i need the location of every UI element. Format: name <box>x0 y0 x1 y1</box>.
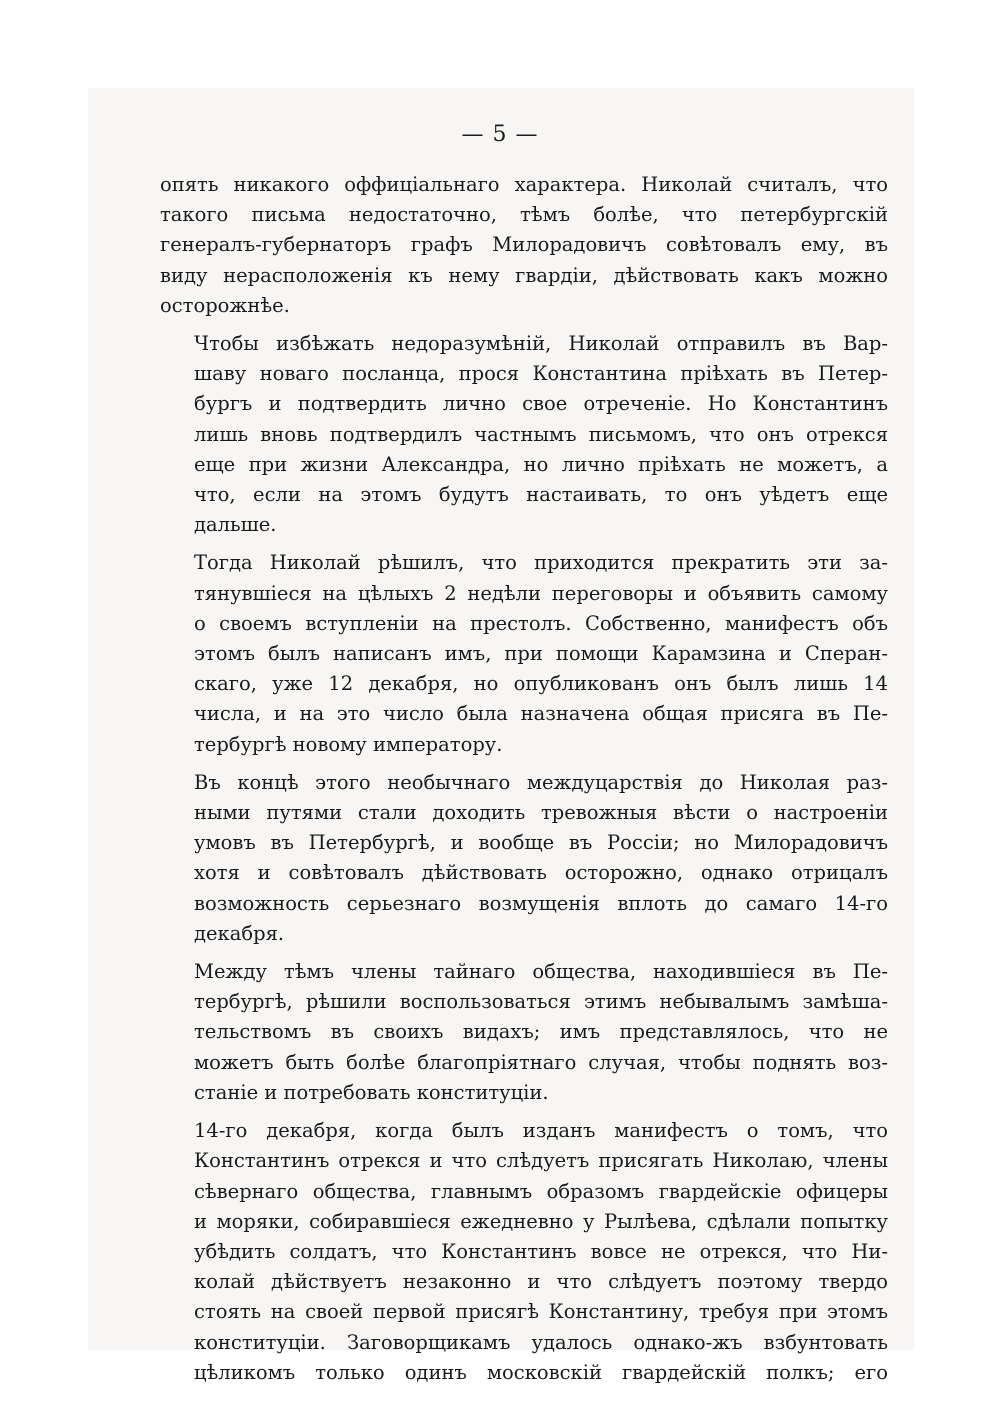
text-line: Между тѣмъ члены тайнаго общества, находившіеся въ Пе- <box>194 960 888 984</box>
text-line: опять никакого оффиціальнаго характера. Николай считалъ, что <box>160 173 888 196</box>
text-line: что, если на этомъ будутъ настаивать, то онъ уѣдетъ еще <box>194 483 888 507</box>
text-line: тербургѣ, рѣшили воспользоваться этимъ небывалымъ замѣша- <box>194 990 888 1014</box>
text-line: тербургѣ новому императору. <box>194 732 503 756</box>
text-line: умовъ въ Петербургѣ, и вообще въ Россіи; но Милорадовичъ <box>194 831 888 855</box>
text-line: дальше. <box>194 513 277 537</box>
paragraph-6 <box>160 1116 888 1388</box>
text-line: и моряки, собиравшіеся ежедневно у Рылѣева, сдѣлали попытку <box>194 1209 888 1233</box>
text-line: сѣвернаго общества, главнымъ образомъ гвардейскіе офицеры <box>194 1179 888 1203</box>
text-line: тянувшіеся на цѣлыхъ 2 недѣли переговоры и объявить самому <box>194 581 888 605</box>
text-line: виду нерасположенія къ нему гвардіи, дѣйствовать какъ можно <box>160 263 888 287</box>
text-line: тельствомъ въ своихъ видахъ; имъ представлялось, что не <box>194 1020 888 1044</box>
text-line: еще при жизни Александра, но лично пріѣхать не можетъ, а <box>194 452 888 476</box>
text-line: скаго, уже 12 декабря, но опубликованъ онъ былъ лишь 14 <box>194 672 888 696</box>
text-line: о своемъ вступленіи на престолъ. Собственно, манифестъ объ <box>194 611 888 635</box>
text-line: Въ концѣ этого необычнаго междуцарствія до Николая раз- <box>194 770 888 794</box>
page-number: — 5 — <box>461 122 539 147</box>
text-line: этомъ былъ написанъ имъ, при помощи Карамзина и Сперан- <box>194 642 888 666</box>
text-line: Константинъ отрекся и что слѣдуетъ присягать Николаю, члены <box>194 1149 888 1173</box>
text-line: генералъ-губернаторъ графъ Милорадовичъ совѣтовалъ ему, въ <box>160 233 888 257</box>
text-line: Чтобы избѣжать недоразумѣній, Николай отправилъ въ Вар- <box>194 332 888 356</box>
text-line: конституціи. Заговорщикамъ удалось однако-жъ взбунтовать <box>194 1330 888 1354</box>
text-line: такого письма недостаточно, тѣмъ болѣе, что петербургскій <box>160 203 888 227</box>
text-line: убѣдить солдатъ, что Константинъ вовсе не отрекся, что Ни- <box>194 1239 888 1263</box>
text-line: Тогда Николай рѣшилъ, что приходится прекратить эти за- <box>194 551 888 575</box>
text-line: ными путями стали доходить тревожныя вѣсти о настроеніи <box>194 801 888 825</box>
text-line: хотя и совѣтовалъ дѣйствовать осторожно, однако отрицалъ <box>194 861 888 885</box>
text-line: возможность серьезнаго возмущенія вплоть до самаго 14-го <box>194 891 888 915</box>
text-line: осторожнѣе. <box>160 293 290 317</box>
text-line: можетъ быть болѣе благопріятнаго случая, чтобы поднять воз- <box>194 1050 888 1074</box>
paragraph-5 <box>160 957 888 1108</box>
body-text <box>160 170 888 1396</box>
text-line: стоять на своей первой присягѣ Константину, требуя при этомъ <box>194 1300 888 1324</box>
text-line: числа, и на это число была назначена общая присяга въ Пе- <box>194 702 888 726</box>
text-line: цѣликомъ только одинъ московскій гвардейскій полкъ; его <box>194 1360 888 1384</box>
paragraph-3 <box>160 548 888 759</box>
paragraph-1 <box>160 170 888 321</box>
paragraph-4 <box>160 768 888 949</box>
text-line: станіе и потребовать конституціи. <box>194 1080 549 1104</box>
text-line: бургъ и подтвердить лично свое отреченіе. Но Константинъ <box>194 392 888 416</box>
text-line: 14-го декабря, когда былъ изданъ манифестъ о томъ, что <box>194 1119 888 1143</box>
paragraph-2 <box>160 329 888 540</box>
text-line: колай дѣйствуетъ незаконно и что слѣдуетъ поэтому твердо <box>194 1270 888 1294</box>
text-line: лишь вновь подтвердилъ частнымъ письмомъ, что онъ отрекся <box>194 422 888 446</box>
text-line: шаву новаго посланца, прося Константина пріѣхать въ Петер- <box>194 362 888 386</box>
text-line: декабря. <box>194 921 285 945</box>
